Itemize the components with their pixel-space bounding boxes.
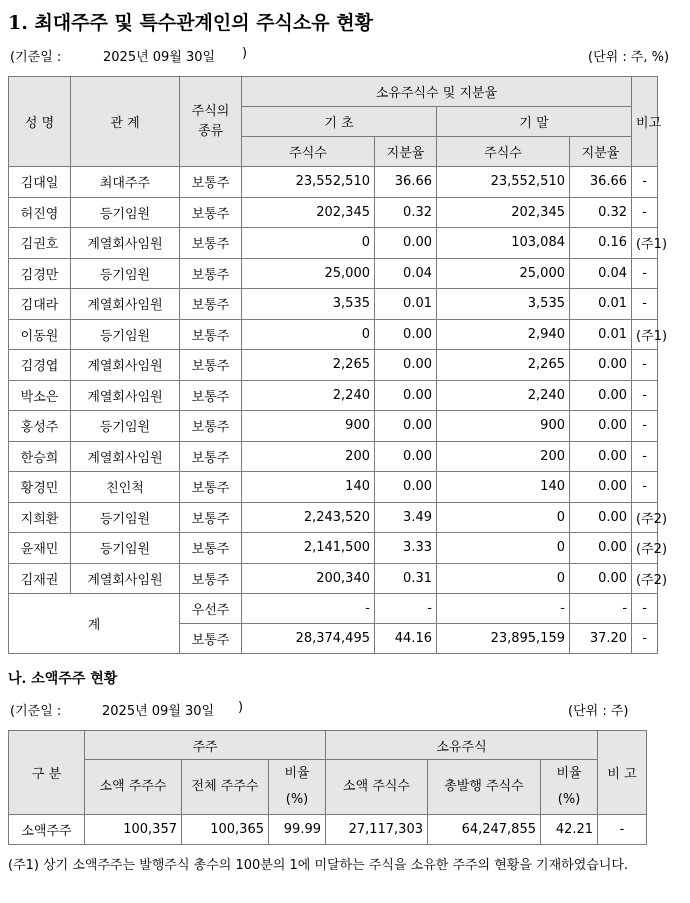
cell-begin-shares: 140 bbox=[242, 472, 375, 503]
cell-stock-type: 보통주 bbox=[180, 563, 242, 594]
header-relation: 관 계 bbox=[71, 77, 180, 167]
cell-stock-type: 보통주 bbox=[180, 319, 242, 350]
cell-stock-type: 보통주 bbox=[180, 167, 242, 198]
cell-begin-shares: 0 bbox=[242, 228, 375, 259]
cell-begin-ratio: 0.00 bbox=[375, 441, 437, 472]
cell-begin-shares: 3,535 bbox=[242, 289, 375, 320]
cell-end-shares: 23,552,510 bbox=[437, 167, 570, 198]
cell-end-shares: 103,084 bbox=[437, 228, 570, 259]
cell-remark: - bbox=[632, 167, 658, 198]
cell-remark: (주1) bbox=[632, 319, 658, 350]
cell-relation: 등기임원 bbox=[71, 258, 180, 289]
cell-end-ratio: 0.00 bbox=[570, 563, 632, 594]
cell-stock-type: 보통주 bbox=[180, 502, 242, 533]
footnote: (주1) 상기 소액주주는 발행주식 총수의 100분의 1에 미달하는 주식을 소유한 주주의 현황을 기재하였습니다. bbox=[8, 858, 629, 873]
cell-begin-shares: 2,240 bbox=[242, 380, 375, 411]
header-end-shares: 주식수 bbox=[437, 137, 570, 167]
cell-end-shares: 200 bbox=[437, 441, 570, 472]
cell-begin-shares: 0 bbox=[242, 319, 375, 350]
cell-remark: - bbox=[632, 289, 658, 320]
header-category: 구 분 bbox=[9, 731, 85, 815]
cell-remark: (주1) bbox=[632, 228, 658, 259]
total-common-end-ratio: 37.20 bbox=[570, 624, 632, 654]
total-common-remark: - bbox=[632, 624, 658, 654]
table-row bbox=[9, 380, 658, 411]
basis-date-suffix: ) bbox=[242, 46, 248, 61]
minor-basis-date: 2025년 09월 30일 bbox=[102, 704, 215, 719]
cell-end-ratio: 36.66 bbox=[570, 167, 632, 198]
total-preferred-end-ratio: - bbox=[570, 594, 632, 624]
cell-remark: - bbox=[632, 258, 658, 289]
cell-name: 김권호 bbox=[9, 228, 71, 259]
table-row bbox=[9, 502, 658, 533]
cell-stock-type: 보통주 bbox=[180, 472, 242, 503]
cell-remark: (주2) bbox=[632, 502, 658, 533]
cell-begin-ratio: 0.00 bbox=[375, 411, 437, 442]
cell-relation: 친인척 bbox=[71, 472, 180, 503]
cell-remark: (주2) bbox=[632, 563, 658, 594]
cell-name: 윤재민 bbox=[9, 533, 71, 564]
holders-ratio: 99.99 bbox=[269, 815, 326, 845]
cell-end-shares: 900 bbox=[437, 411, 570, 442]
cell-end-ratio: 0.00 bbox=[570, 380, 632, 411]
cell-end-ratio: 0.00 bbox=[570, 441, 632, 472]
total-preferred-end-shares: - bbox=[437, 594, 570, 624]
section-title: 1. 최대주주 및 특수관계인의 주식소유 현황 bbox=[8, 12, 373, 34]
cell-begin-ratio: 0.00 bbox=[375, 319, 437, 350]
header-remark: 비고 bbox=[632, 77, 658, 167]
cell-begin-ratio: 0.31 bbox=[375, 563, 437, 594]
cell-relation: 계열회사임원 bbox=[71, 441, 180, 472]
total-preferred-begin-shares: - bbox=[242, 594, 375, 624]
cell-end-ratio: 0.04 bbox=[570, 258, 632, 289]
cell-stock-type: 보통주 bbox=[180, 289, 242, 320]
cell-begin-ratio: 0.00 bbox=[375, 472, 437, 503]
table-row bbox=[9, 319, 658, 350]
cell-name: 이동원 bbox=[9, 319, 71, 350]
total-common-begin-shares: 28,374,495 bbox=[242, 624, 375, 654]
cell-remark: - bbox=[632, 197, 658, 228]
cell-name: 황경민 bbox=[9, 472, 71, 503]
table-row bbox=[9, 289, 658, 320]
cell-end-shares: 0 bbox=[437, 563, 570, 594]
total-holders-count: 100,365 bbox=[182, 815, 269, 845]
cell-end-shares: 140 bbox=[437, 472, 570, 503]
total-preferred-begin-ratio: - bbox=[375, 594, 437, 624]
header-ownership: 소유주식수 및 지분율 bbox=[242, 77, 632, 107]
table-row bbox=[9, 533, 658, 564]
cell-end-shares: 2,940 bbox=[437, 319, 570, 350]
cell-relation: 등기임원 bbox=[71, 502, 180, 533]
header-begin-shares: 주식수 bbox=[242, 137, 375, 167]
total-preferred-remark: - bbox=[632, 594, 658, 624]
minor-remark: - bbox=[598, 815, 647, 845]
cell-name: 박소은 bbox=[9, 380, 71, 411]
header-minor-remark: 비 고 bbox=[598, 731, 647, 815]
cell-relation: 계열회사임원 bbox=[71, 563, 180, 594]
cell-end-shares: 2,240 bbox=[437, 380, 570, 411]
cell-relation: 계열회사임원 bbox=[71, 380, 180, 411]
header-holders: 주주 bbox=[85, 731, 326, 760]
cell-begin-shares: 2,141,500 bbox=[242, 533, 375, 564]
cell-relation: 등기임원 bbox=[71, 411, 180, 442]
cell-begin-ratio: 0.04 bbox=[375, 258, 437, 289]
shares-ratio: 42.21 bbox=[541, 815, 598, 845]
cell-stock-type: 보통주 bbox=[180, 197, 242, 228]
cell-relation: 계열회사임원 bbox=[71, 228, 180, 259]
cell-begin-shares: 2,243,520 bbox=[242, 502, 375, 533]
major-shareholders-table bbox=[8, 76, 668, 654]
cell-name: 허진영 bbox=[9, 197, 71, 228]
header-begin: 기 초 bbox=[242, 107, 437, 137]
cell-end-shares: 202,345 bbox=[437, 197, 570, 228]
cell-stock-type: 보통주 bbox=[180, 258, 242, 289]
table-row bbox=[9, 197, 658, 228]
table-row bbox=[9, 228, 658, 259]
total-label: 계 bbox=[9, 594, 180, 654]
header-begin-ratio: 지분율 bbox=[375, 137, 437, 167]
table-row bbox=[9, 441, 658, 472]
cell-begin-ratio: 3.49 bbox=[375, 502, 437, 533]
cell-name: 김대일 bbox=[9, 167, 71, 198]
cell-name: 홍성주 bbox=[9, 411, 71, 442]
unit-label: (단위 : 주, %) bbox=[588, 50, 670, 65]
header-end: 기 말 bbox=[437, 107, 632, 137]
cell-remark: - bbox=[632, 380, 658, 411]
cell-begin-ratio: 0.00 bbox=[375, 350, 437, 381]
table-row bbox=[9, 411, 658, 442]
minor-shareholders-table bbox=[8, 730, 647, 845]
cell-begin-ratio: 0.00 bbox=[375, 228, 437, 259]
header-shares-ratio: 비율 (%) bbox=[541, 760, 598, 815]
cell-relation: 등기임원 bbox=[71, 533, 180, 564]
header-name: 성 명 bbox=[9, 77, 71, 167]
cell-begin-shares: 23,552,510 bbox=[242, 167, 375, 198]
cell-begin-ratio: 3.33 bbox=[375, 533, 437, 564]
cell-begin-ratio: 0.32 bbox=[375, 197, 437, 228]
basis-date-prefix: (기준일 : bbox=[10, 50, 62, 65]
cell-stock-type: 보통주 bbox=[180, 411, 242, 442]
cell-name: 한승희 bbox=[9, 441, 71, 472]
cell-begin-ratio: 0.01 bbox=[375, 289, 437, 320]
minor-unit-label: (단위 : 주) bbox=[568, 704, 629, 719]
cell-begin-shares: 900 bbox=[242, 411, 375, 442]
table-row bbox=[9, 563, 658, 594]
cell-remark: - bbox=[632, 350, 658, 381]
header-holders-ratio: 비율 (%) bbox=[269, 760, 326, 815]
cell-relation: 계열회사임원 bbox=[71, 289, 180, 320]
total-common-begin-ratio: 44.16 bbox=[375, 624, 437, 654]
cell-stock-type: 보통주 bbox=[180, 533, 242, 564]
header-owned-shares: 소유주식 bbox=[326, 731, 598, 760]
cell-end-ratio: 0.00 bbox=[570, 350, 632, 381]
cell-relation: 계열회사임원 bbox=[71, 350, 180, 381]
cell-begin-shares: 202,345 bbox=[242, 197, 375, 228]
total-common-end-shares: 23,895,159 bbox=[437, 624, 570, 654]
header-end-ratio: 지분율 bbox=[570, 137, 632, 167]
total-type-common: 보통주 bbox=[180, 624, 242, 654]
header-stock-type: 주식의 종류 bbox=[180, 77, 242, 167]
cell-name: 김재권 bbox=[9, 563, 71, 594]
total-type-preferred: 우선주 bbox=[180, 594, 242, 624]
cell-end-shares: 2,265 bbox=[437, 350, 570, 381]
cell-end-ratio: 0.00 bbox=[570, 502, 632, 533]
total-issued-count: 64,247,855 bbox=[428, 815, 541, 845]
cell-name: 김경만 bbox=[9, 258, 71, 289]
minor-shares-count: 27,117,303 bbox=[326, 815, 428, 845]
minor-basis-date-suffix: ) bbox=[238, 700, 244, 715]
section-subtitle: 나. 소액주주 현황 bbox=[8, 671, 118, 687]
table-row bbox=[9, 472, 658, 503]
cell-stock-type: 보통주 bbox=[180, 380, 242, 411]
cell-end-ratio: 0.00 bbox=[570, 533, 632, 564]
cell-begin-shares: 200 bbox=[242, 441, 375, 472]
minor-basis-date-prefix: (기준일 : bbox=[10, 704, 62, 719]
cell-begin-shares: 200,340 bbox=[242, 563, 375, 594]
cell-stock-type: 보통주 bbox=[180, 228, 242, 259]
table-row bbox=[9, 258, 658, 289]
cell-name: 지희환 bbox=[9, 502, 71, 533]
minor-holders-count: 100,357 bbox=[85, 815, 182, 845]
header-total-holders: 전체 주주수 bbox=[182, 760, 269, 815]
header-total-issued: 총발행 주식수 bbox=[428, 760, 541, 815]
cell-end-ratio: 0.00 bbox=[570, 472, 632, 503]
minor-category: 소액주주 bbox=[9, 815, 85, 845]
cell-end-shares: 0 bbox=[437, 533, 570, 564]
cell-begin-ratio: 0.00 bbox=[375, 380, 437, 411]
cell-name: 김대라 bbox=[9, 289, 71, 320]
cell-end-ratio: 0.01 bbox=[570, 319, 632, 350]
cell-remark: (주2) bbox=[632, 533, 658, 564]
cell-remark: - bbox=[632, 441, 658, 472]
cell-name: 김경엽 bbox=[9, 350, 71, 381]
cell-begin-ratio: 36.66 bbox=[375, 167, 437, 198]
cell-stock-type: 보통주 bbox=[180, 441, 242, 472]
cell-remark: - bbox=[632, 472, 658, 503]
basis-date: 2025년 09월 30일 bbox=[103, 50, 216, 65]
header-minor-shares: 소액 주식수 bbox=[326, 760, 428, 815]
cell-remark: - bbox=[632, 411, 658, 442]
header-minor-holders: 소액 주주수 bbox=[85, 760, 182, 815]
table-row bbox=[9, 167, 658, 198]
cell-end-shares: 0 bbox=[437, 502, 570, 533]
cell-end-ratio: 0.01 bbox=[570, 289, 632, 320]
cell-stock-type: 보통주 bbox=[180, 350, 242, 381]
cell-relation: 등기임원 bbox=[71, 197, 180, 228]
cell-end-ratio: 0.32 bbox=[570, 197, 632, 228]
cell-begin-shares: 2,265 bbox=[242, 350, 375, 381]
cell-relation: 등기임원 bbox=[71, 319, 180, 350]
cell-relation: 최대주주 bbox=[71, 167, 180, 198]
cell-end-ratio: 0.16 bbox=[570, 228, 632, 259]
cell-end-shares: 25,000 bbox=[437, 258, 570, 289]
cell-begin-shares: 25,000 bbox=[242, 258, 375, 289]
cell-end-shares: 3,535 bbox=[437, 289, 570, 320]
table-row bbox=[9, 350, 658, 381]
cell-end-ratio: 0.00 bbox=[570, 411, 632, 442]
